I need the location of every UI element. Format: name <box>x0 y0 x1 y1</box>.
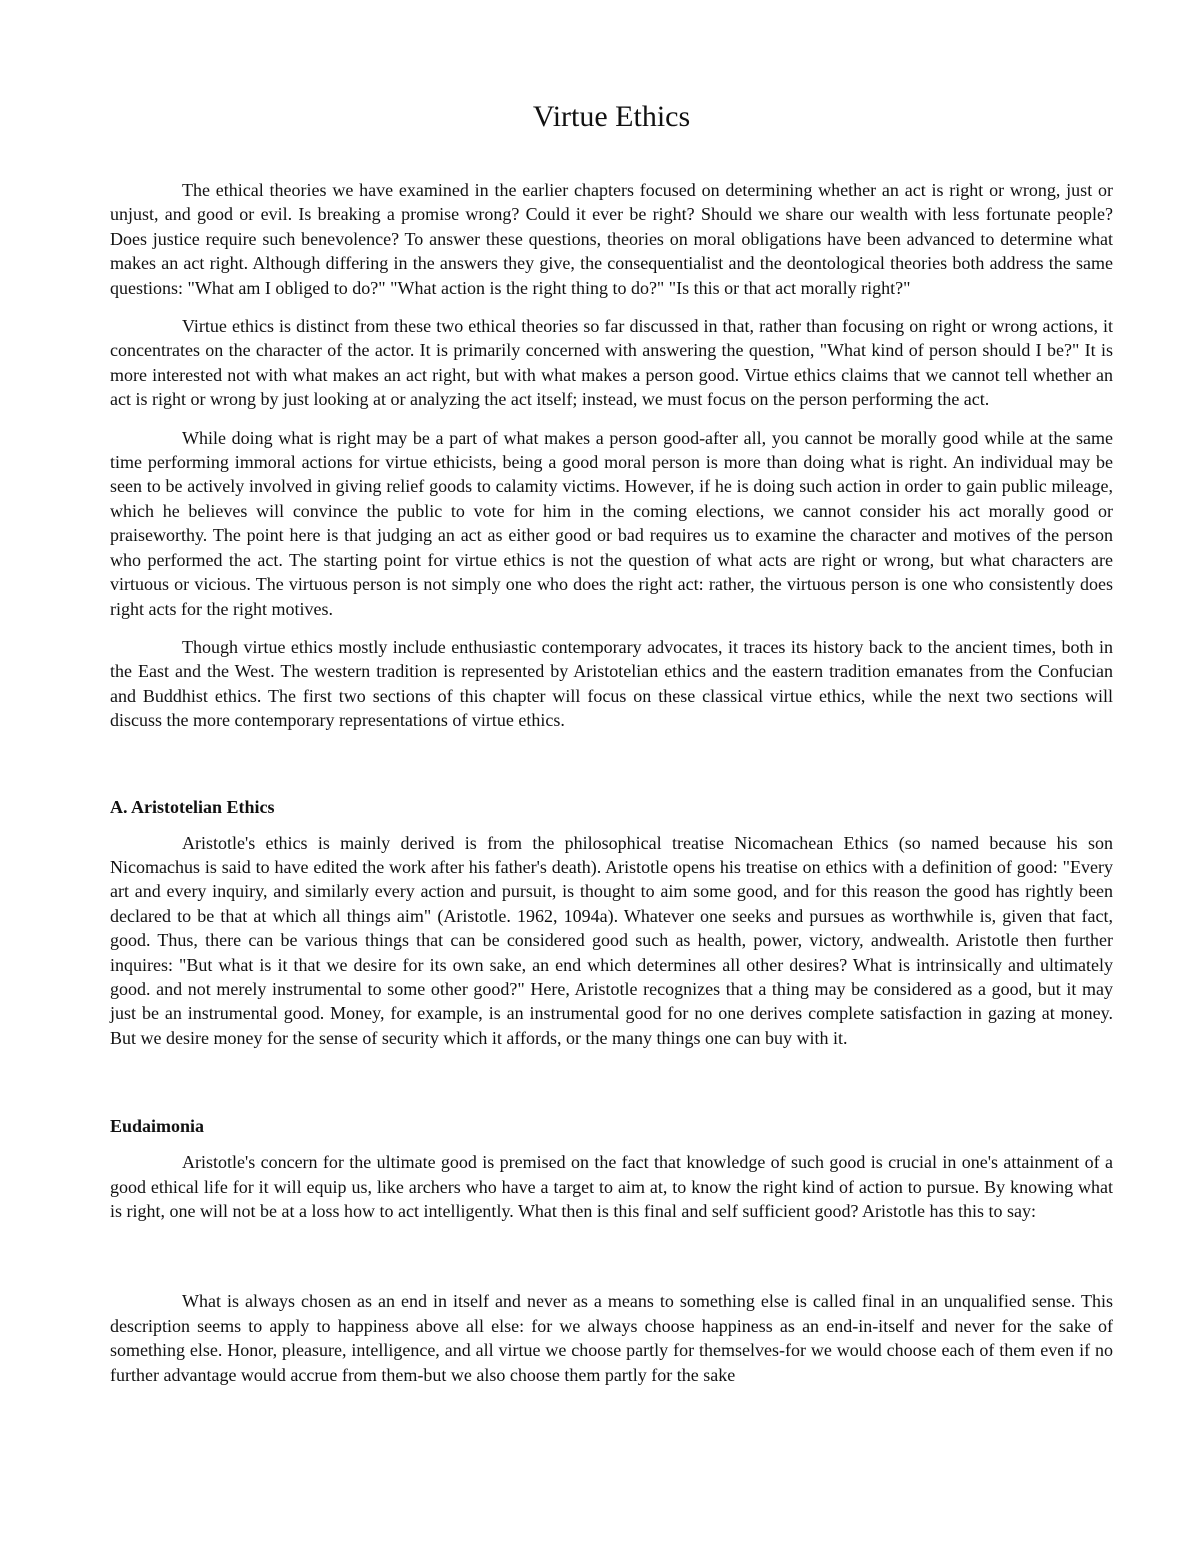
intro-paragraph-4: Though virtue ethics mostly include enthusiastic contemporary advocates, it traces its history back to the ancient times, both in the East and the West. The western tradition is represented by Aristotelian ethics and the eastern tradition emanates from the Confucian and Buddhist ethics. The first two sections of this chapter will focus on these classical virtue ethics, while the next two sections will discuss the more contemporary representations of virtue ethics. <box>110 636 1113 731</box>
intro-paragraph-2: Virtue ethics is distinct from these two ethical theories so far discussed in that, rather than focusing on right or wrong actions, it concentrates on the character of the actor. It is primarily concerned with answering the question, "What kind of person should I be?" It is more interested not with what makes an act right, but with what makes a person good. Virtue ethics claims that we cannot tell whether an act is right or wrong by just looking at or analyzing the act itself; instead, we must focus on the person performing the act. <box>110 316 1113 410</box>
section-heading-eudaimonia: Eudaimonia <box>110 1116 205 1137</box>
intro-paragraph-1: The ethical theories we have examined in the earlier chapters focused on determining whether an act is right or wrong, just or unjust, and good or evil. Is breaking a promise wrong? Could it ever be right? Should we share our wealth with less fortunate people? Does justice require such benevolence? To answer these questions, theories on moral obligations have been advanced to determine what makes an act right. Although differing in the answers they give, the consequentialist and the deontological theories both address the same questions: "What am I obliged to do?" "What action is the right thing to do?" "Is this or that act morally right?" <box>110 180 1113 298</box>
document-page <box>110 96 1113 1401</box>
spacer <box>110 1064 1113 1114</box>
spacer <box>110 1237 1113 1289</box>
aristotelian-ethics-paragraph: Aristotle's ethics is mainly derived is from the philosophical treatise Nicomachean Ethics (so named because his son Nicomachus is said to have edited the work after his father's death). Aristotle opens his treatise on ethics with a definition of good: "Every art and every inquiry, and similarly every action and pursuit, is thought to aim some good, and for this reason the good has rightly been declared to be that at which all things aim" (Aristotle. 1962, 1094a). Whatever one seeks and pursues as worthwhile is, given that fact, good. Thus, there can be various things that can be considered good such as health, power, victory, andwealth. Aristotle then further inquires: "But what is it that we desire for its own sake, an end which determines all other desires? What is intrinsically and ultimately good. and not merely instrumental to some other good?" Here, Aristotle recognizes that a thing may be considered as a good, but it may just be an instrumental good. Money, for example, is an instrumental good for no one derives complete satisfaction in gazing at money. But we desire money for the sense of security which it affords, or the many things one can buy with it. <box>110 832 1113 1048</box>
intro-paragraph-3: While doing what is right may be a part of what makes a person good-after all, you cannot be morally good while at the same time performing immoral actions for virtue ethicists, being a good moral person is more than doing what is right. An individual may be seen to be actively involved in giving relief goods to calamity victims. However, if he is doing such action in order to gain public mileage, which he believes will convince the public to vote for him in the coming elections, we cannot consider his act morally good or praiseworthy. The point here is that judging an act as either good or bad requires us to examine the character and motives of the person who performed the act. The starting point for virtue ethics is not the question of what acts are right or wrong, but what characters are virtuous or vicious. The virtuous person is not simply one who does the right act: rather, the virtuous person is one who consistently does right acts for the right motives. <box>110 427 1113 619</box>
spacer <box>110 747 1113 795</box>
aristotle-quote-paragraph: What is always chosen as an end in itself and never as a means to something else is called final in an unqualified sense. This description seems to apply to happiness above all else: for we always choose happiness as an end-in-itself and never for the sake of something else. Honor, pleasure, intelligence, and all virtue we choose partly for themselves-for we would choose each of them even if no further advantage would accrue from them-but we also choose them partly for the sake <box>110 1291 1113 1385</box>
section-heading-aristotelian-ethics: A. Aristotelian Ethics <box>110 796 275 817</box>
eudaimonia-paragraph: Aristotle's concern for the ultimate good is premised on the fact that knowledge of such good is crucial in one's attainment of a good ethical life for it will equip us, like archers who have a target to aim at, to know the right kind of action to pursue. By knowing what is right, one will not be at a loss how to act intelligently. What then is this final and self sufficient good? Aristotle has this to say: <box>110 1152 1113 1221</box>
page-title: Virtue Ethics <box>532 100 691 133</box>
